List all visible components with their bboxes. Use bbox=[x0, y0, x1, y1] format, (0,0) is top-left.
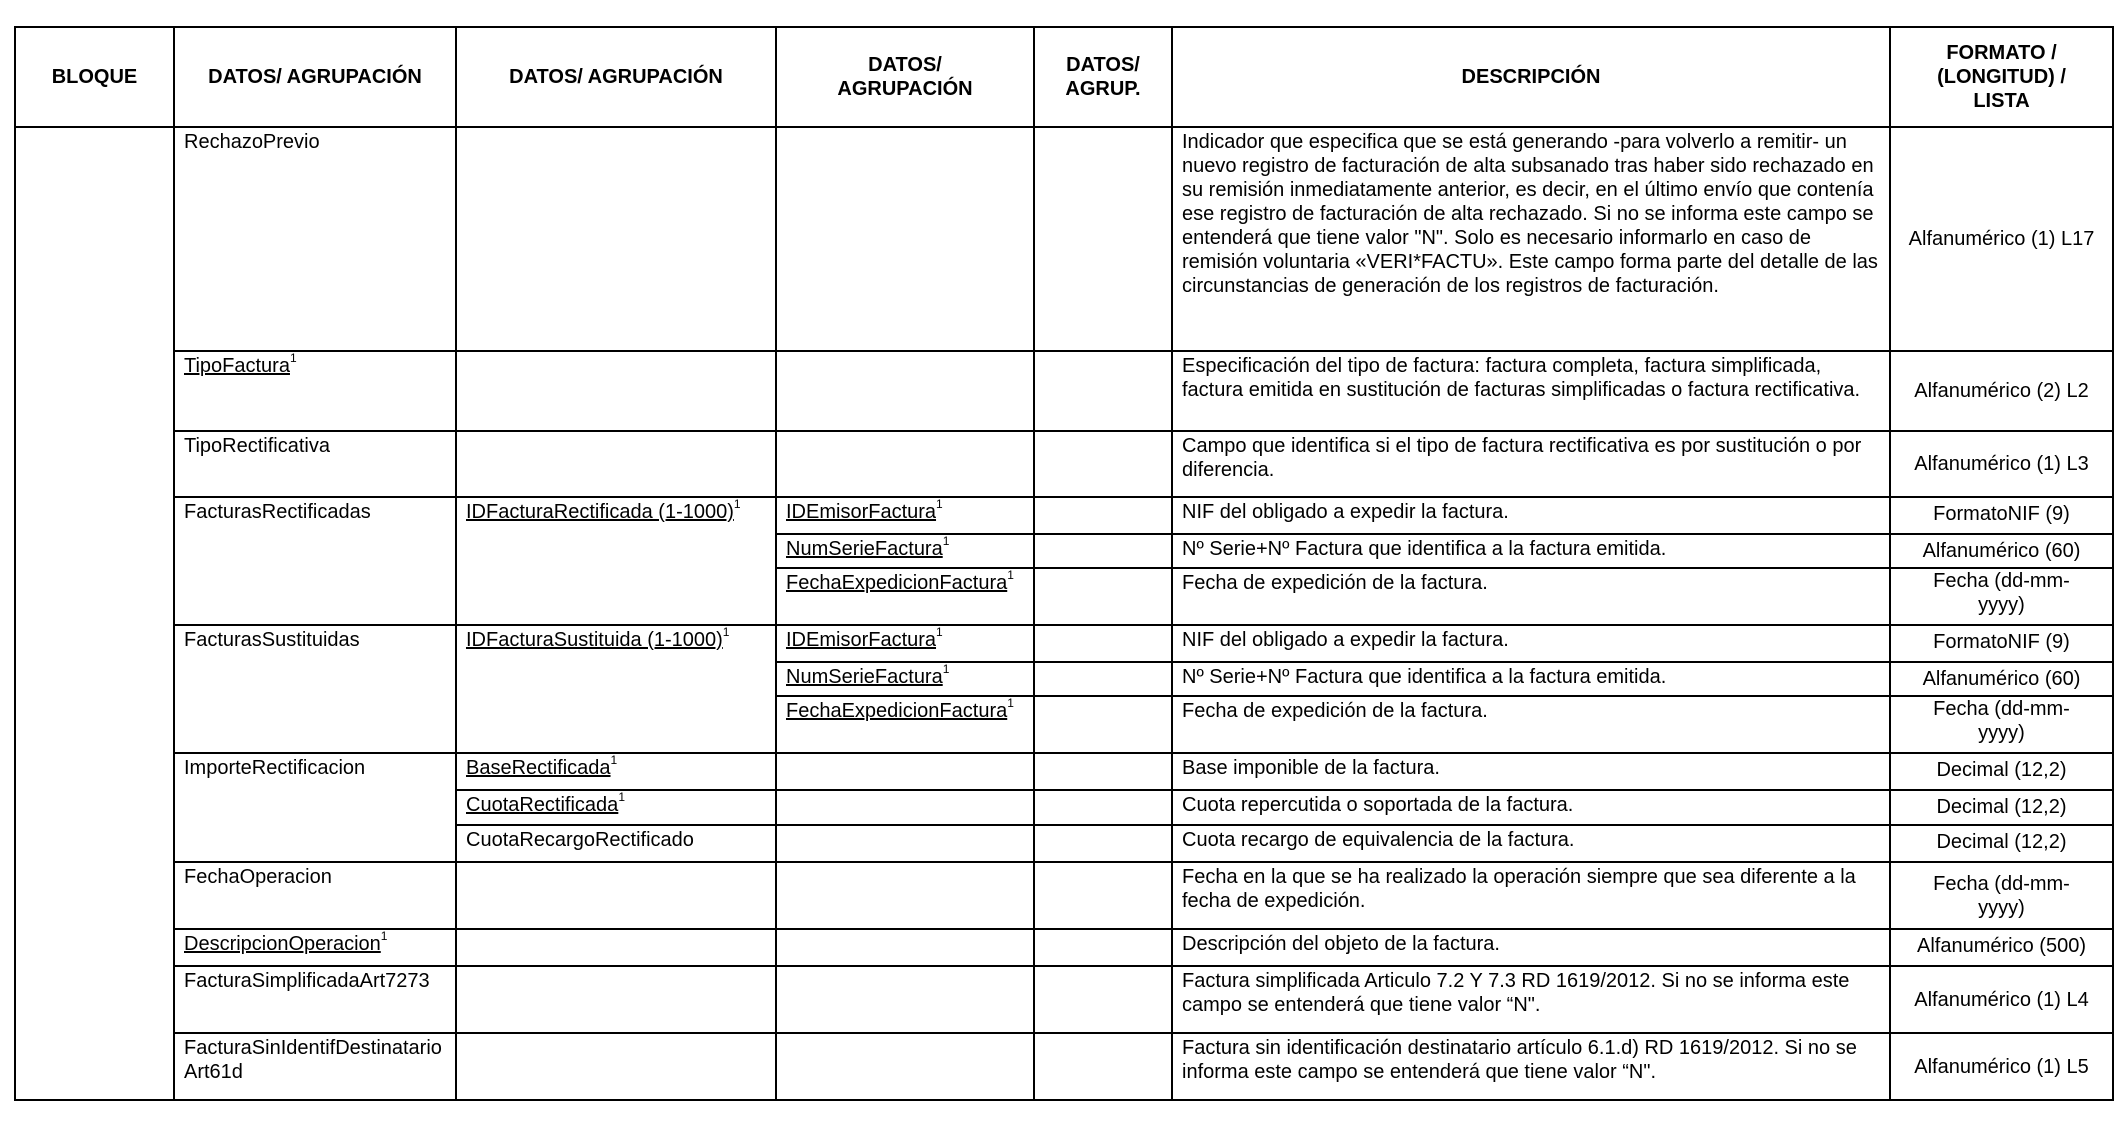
group-name bbox=[456, 497, 776, 625]
empty-cell bbox=[776, 790, 1034, 825]
footnote-mark: 1 bbox=[942, 662, 950, 677]
empty-cell bbox=[1034, 790, 1172, 825]
empty-cell bbox=[456, 929, 776, 966]
empty-cell bbox=[456, 127, 776, 351]
empty-cell bbox=[1034, 862, 1172, 929]
empty-cell bbox=[1034, 625, 1172, 662]
empty-cell bbox=[456, 351, 776, 431]
field-name bbox=[174, 929, 456, 966]
table-row bbox=[15, 966, 2113, 1033]
table-row bbox=[15, 351, 2113, 431]
empty-cell bbox=[776, 825, 1034, 862]
footnote-mark: 1 bbox=[380, 929, 388, 944]
empty-cell bbox=[456, 1033, 776, 1100]
table-row bbox=[15, 497, 2113, 534]
field-description: Fecha de expedición de la factura. bbox=[1172, 568, 1890, 625]
field-description: Fecha de expedición de la factura. bbox=[1172, 696, 1890, 753]
field-format: Alfanumérico (60) bbox=[1890, 662, 2113, 696]
field-format: Decimal (12,2) bbox=[1890, 825, 2113, 862]
empty-cell bbox=[776, 431, 1034, 497]
footnote-mark: 1 bbox=[1007, 568, 1014, 583]
field-description: Factura simplificada Articulo 7.2 Y 7.3 RD 1619/2012. Si no se informa este campo se entenderá que tiene valor “N". bbox=[1172, 966, 1890, 1033]
footnote-mark: 1 bbox=[289, 351, 297, 366]
subfield-link[interactable]: IDEmisorFactura bbox=[786, 629, 937, 651]
subfield-name bbox=[776, 696, 1034, 753]
field-format: Alfanumérico (1) L3 bbox=[1890, 431, 2113, 497]
field-description: Campo que identifica si el tipo de factura rectificativa es por sustitución o por diferencia. bbox=[1172, 431, 1890, 497]
footnote-mark: 1 bbox=[936, 497, 943, 512]
header-formato: FORMATO / (LONGITUD) / LISTA bbox=[1890, 27, 2113, 127]
field-format: Alfanumérico (60) bbox=[1890, 534, 2113, 568]
field-format: FormatoNIF (9) bbox=[1890, 497, 2113, 534]
field-format: Fecha (dd-mm-yyyy) bbox=[1890, 696, 2113, 753]
fields-table bbox=[14, 26, 2114, 1101]
footnote-mark: 1 bbox=[936, 625, 943, 640]
empty-cell bbox=[1034, 534, 1172, 568]
field-name: FechaOperacion bbox=[174, 862, 456, 929]
header-bloque: BLOQUE bbox=[15, 27, 174, 127]
empty-cell bbox=[456, 431, 776, 497]
table-row bbox=[15, 127, 2113, 351]
field-description: Cuota repercutida o soportada de la factura. bbox=[1172, 790, 1890, 825]
group-link[interactable]: IDFacturaSustituida (1-1000) bbox=[466, 629, 723, 651]
table-row bbox=[15, 862, 2113, 929]
empty-cell bbox=[776, 127, 1034, 351]
table-row bbox=[15, 431, 2113, 497]
group-name bbox=[456, 753, 776, 790]
empty-cell bbox=[1034, 431, 1172, 497]
table-row bbox=[15, 1033, 2113, 1100]
field-format: Alfanumérico (1) L5 bbox=[1890, 1033, 2113, 1100]
empty-cell bbox=[456, 862, 776, 929]
field-name: FacturaSimplificadaArt7273 bbox=[174, 966, 456, 1033]
field-description: NIF del obligado a expedir la factura. bbox=[1172, 497, 1890, 534]
field-description: Nº Serie+Nº Factura que identifica a la factura emitida. bbox=[1172, 534, 1890, 568]
empty-cell bbox=[456, 966, 776, 1033]
field-name: FacturaSinIdentifDestinatarioArt61d bbox=[174, 1033, 456, 1100]
subfield-name bbox=[776, 625, 1034, 662]
field-name: TipoRectificativa bbox=[174, 431, 456, 497]
field-description: Fecha en la que se ha realizado la operación siempre que sea diferente a la fecha de expedición. bbox=[1172, 862, 1890, 929]
empty-cell bbox=[1034, 1033, 1172, 1100]
field-name: FacturasSustituidas bbox=[174, 625, 456, 753]
field-description: Cuota recargo de equivalencia de la factura. bbox=[1172, 825, 1890, 862]
field-format: Alfanumérico (1) L17 bbox=[1890, 127, 2113, 351]
field-name: ImporteRectificacion bbox=[174, 753, 456, 862]
field-format: Fecha (dd-mm-yyyy) bbox=[1890, 568, 2113, 625]
empty-cell bbox=[1034, 929, 1172, 966]
empty-cell bbox=[776, 966, 1034, 1033]
field-description: Indicador que especifica que se está generando -para volverlo a remitir- un nuevo registro de facturación de alta subsanado tras haber sido rechazado en su remisión inmediatamente anterior, es decir, en el último envío que contenía ese registro de facturación de alta rechazado. Si no se informa este campo se entenderá que tiene valor "N". Solo es necesario informarlo en caso de remisión voluntaria «VERI*FACTU». Este campo forma parte del detalle de las circunstancias de generación de los registros de facturación. bbox=[1172, 127, 1890, 351]
group-link[interactable]: IDFacturaRectificada (1-1000) bbox=[466, 501, 734, 523]
subfield-link[interactable]: IDEmisorFactura bbox=[786, 501, 937, 523]
field-description: Nº Serie+Nº Factura que identifica a la factura emitida. bbox=[1172, 662, 1890, 696]
field-format: Decimal (12,2) bbox=[1890, 753, 2113, 790]
subfield-name bbox=[776, 497, 1034, 534]
field-description: NIF del obligado a expedir la factura. bbox=[1172, 625, 1890, 662]
field-format: Alfanumérico (1) L4 bbox=[1890, 966, 2113, 1033]
footnote-mark: 1 bbox=[1007, 696, 1014, 711]
empty-cell bbox=[1034, 662, 1172, 696]
group-name bbox=[456, 625, 776, 753]
empty-cell bbox=[1034, 127, 1172, 351]
subfield-name bbox=[776, 568, 1034, 625]
field-format: Fecha (dd-mm-yyyy) bbox=[1890, 862, 2113, 929]
empty-cell bbox=[776, 753, 1034, 790]
subfield-link[interactable]: FechaExpedicionFactura bbox=[786, 700, 1008, 722]
empty-cell bbox=[1034, 568, 1172, 625]
field-format: Alfanumérico (2) L2 bbox=[1890, 351, 2113, 431]
table-row bbox=[15, 625, 2113, 662]
header-datos-1: DATOS/ AGRUPACIÓN bbox=[174, 27, 456, 127]
empty-cell bbox=[776, 929, 1034, 966]
group-link[interactable]: BaseRectificada bbox=[466, 757, 611, 779]
field-description: Factura sin identificación destinatario artículo 6.1.d) RD 1619/2012. Si no se informa este campo se entenderá que tiene valor “N". bbox=[1172, 1033, 1890, 1100]
footnote-mark: 1 bbox=[733, 497, 741, 512]
empty-cell bbox=[776, 1033, 1034, 1100]
field-format: Decimal (12,2) bbox=[1890, 790, 2113, 825]
field-format: Alfanumérico (500) bbox=[1890, 929, 2113, 966]
subfield-link[interactable]: NumSerieFactura bbox=[786, 538, 943, 560]
footnote-mark: 1 bbox=[722, 625, 730, 640]
header-datos-2: DATOS/ AGRUPACIÓN bbox=[456, 27, 776, 127]
header-descripcion: DESCRIPCIÓN bbox=[1172, 27, 1890, 127]
footnote-mark: 1 bbox=[610, 753, 618, 768]
subfield-name bbox=[776, 662, 1034, 696]
group-name: CuotaRecargoRectificado bbox=[456, 825, 776, 862]
header-datos-3: DATOS/ AGRUPACIÓN bbox=[776, 27, 1034, 127]
empty-cell bbox=[1034, 696, 1172, 753]
field-link[interactable]: DescripcionOperacion bbox=[184, 933, 381, 955]
group-name bbox=[456, 790, 776, 825]
field-name: FacturasRectificadas bbox=[174, 497, 456, 625]
empty-cell bbox=[776, 351, 1034, 431]
empty-cell bbox=[1034, 351, 1172, 431]
subfield-link[interactable]: FechaExpedicionFactura bbox=[786, 572, 1008, 594]
field-format: FormatoNIF (9) bbox=[1890, 625, 2113, 662]
subfield-link[interactable]: NumSerieFactura bbox=[786, 666, 943, 688]
field-description: Descripción del objeto de la factura. bbox=[1172, 929, 1890, 966]
field-description: Especificación del tipo de factura: factura completa, factura simplificada, factura emitida en sustitución de facturas simplificadas o factura rectificativa. bbox=[1172, 351, 1890, 431]
field-description: Base imponible de la factura. bbox=[1172, 753, 1890, 790]
empty-cell bbox=[1034, 966, 1172, 1033]
empty-cell bbox=[776, 862, 1034, 929]
empty-cell bbox=[1034, 497, 1172, 534]
group-link[interactable]: CuotaRectificada bbox=[466, 794, 619, 816]
field-name bbox=[174, 351, 456, 431]
table-row bbox=[15, 929, 2113, 966]
empty-cell bbox=[1034, 825, 1172, 862]
table-row bbox=[15, 753, 2113, 790]
document-page bbox=[14, 26, 2114, 1101]
footnote-mark: 1 bbox=[942, 534, 950, 549]
field-name: RechazoPrevio bbox=[174, 127, 456, 351]
header-row bbox=[15, 27, 2113, 127]
empty-cell bbox=[1034, 753, 1172, 790]
field-link[interactable]: TipoFactura bbox=[184, 355, 290, 377]
header-datos-4: DATOS/ AGRUP. bbox=[1034, 27, 1172, 127]
bloque-cell bbox=[15, 127, 174, 1100]
subfield-name bbox=[776, 534, 1034, 568]
footnote-mark: 1 bbox=[618, 790, 625, 805]
